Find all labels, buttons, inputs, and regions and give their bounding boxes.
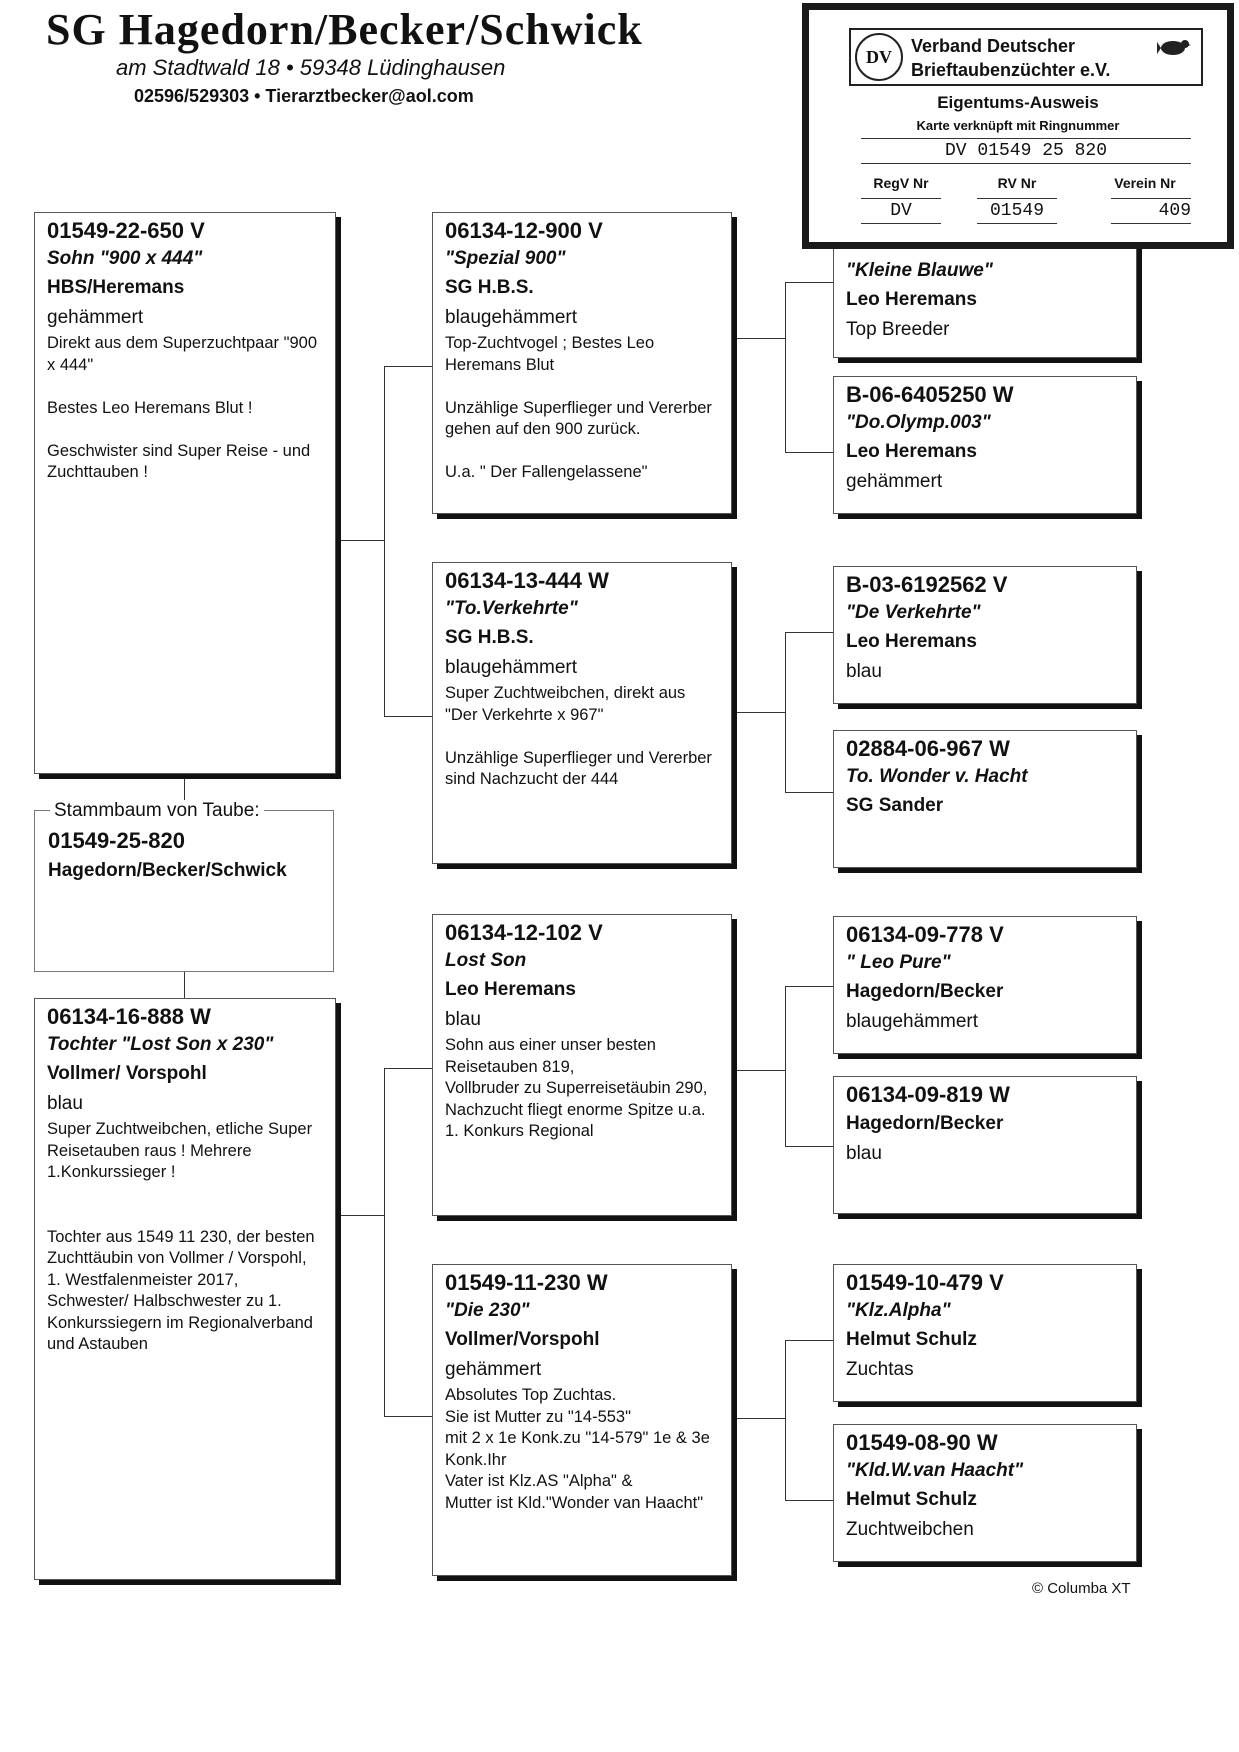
dam-ring: 06134-16-888 W: [47, 1004, 211, 1029]
connector: [785, 986, 833, 987]
great-grandparent-7-box: [833, 1264, 1137, 1402]
association-name-line1: Verband Deutscher: [911, 36, 1076, 56]
regv-label: RegV Nr: [873, 175, 929, 191]
ggp8-color: Zuchtweibchen: [846, 1519, 974, 1540]
connector: [785, 452, 833, 453]
dam-box: [34, 998, 336, 1580]
gp4-note: Absolutes Top Zuchtas. Sie ist Mutter zu "14-553" mit 2 x 1e Konk.zu "14-579" 1e & 3e Konk.Ihr Vater ist Klz.AS "Alpha" & Mutter ist Kld."Wonder van Haacht": [445, 1386, 710, 1512]
gp4-ring: 01549-11-230 W: [445, 1270, 608, 1295]
connector: [785, 986, 786, 1146]
ggp4-name: To. Wonder v. Hacht: [846, 766, 1028, 787]
great-grandparent-8-box: [833, 1424, 1137, 1562]
ggp1-name: "Kleine Blauwe": [846, 260, 993, 281]
grandparent-4-box: [432, 1264, 732, 1576]
connector: [785, 282, 786, 452]
card-title: Eigentums-Ausweis: [937, 93, 1099, 112]
ggp4-breeder: SG Sander: [846, 795, 944, 816]
gp3-breeder: Leo Heremans: [445, 979, 576, 1000]
sire-breeder: HBS/Heremans: [47, 277, 185, 298]
grandparent-2-box: [432, 562, 732, 864]
dam-color: blau: [47, 1093, 83, 1114]
connector: [785, 632, 786, 792]
grandparent-1-box: [432, 212, 732, 514]
ggp1-color: Top Breeder: [846, 319, 950, 340]
subject-ring: 01549-25-820: [48, 828, 186, 853]
ggp3-breeder: Leo Heremans: [846, 631, 977, 652]
grandparent-3-box: [432, 914, 732, 1216]
rv-value: 01549: [977, 198, 1057, 224]
gp2-color: blaugehämmert: [445, 657, 578, 678]
connector: [340, 1215, 384, 1216]
ggp5-name: " Leo Pure": [846, 952, 951, 973]
ggp6-breeder: Hagedorn/Becker: [846, 1113, 1004, 1134]
connector: [785, 1340, 786, 1500]
rv-label: RV Nr: [997, 175, 1037, 191]
ggp6-ring: 06134-09-819 W: [846, 1082, 1010, 1107]
verein-value: 409: [1111, 198, 1191, 224]
pigeon-icon: [1157, 36, 1191, 58]
subject-label: Stammbaum von Taube:: [50, 800, 264, 822]
great-grandparent-4-box: [833, 730, 1137, 868]
connector: [384, 1416, 432, 1417]
ggp2-color: gehämmert: [846, 471, 943, 492]
ggp2-name: "Do.Olymp.003": [846, 412, 991, 433]
connector: [384, 366, 432, 367]
ggp7-ring: 01549-10-479 V: [846, 1270, 1004, 1295]
ggp4-ring: 02884-06-967 W: [846, 736, 1010, 761]
gp4-breeder: Vollmer/Vorspohl: [445, 1329, 600, 1350]
gp1-color: blaugehämmert: [445, 307, 578, 328]
ggp2-breeder: Leo Heremans: [846, 441, 977, 462]
gp2-note: Super Zuchtweibchen, direkt aus "Der Verkehrte x 967" Unzählige Superflieger und Vererber sind Nachzucht der 444: [445, 684, 712, 788]
ggp8-breeder: Helmut Schulz: [846, 1489, 977, 1510]
gp2-name: "To.Verkehrte": [445, 598, 578, 619]
gp4-color: gehämmert: [445, 1359, 542, 1380]
sire-box: [34, 212, 336, 774]
ggp5-color: blaugehämmert: [846, 1011, 979, 1032]
card-subtitle: Karte verknüpft mit Ringnummer: [916, 118, 1120, 133]
great-grandparent-5-box: [833, 916, 1137, 1054]
connector: [785, 632, 833, 633]
card-ring-number: DV 01549 25 820: [861, 138, 1191, 164]
sire-color: gehämmert: [47, 307, 144, 328]
ggp1-breeder: Leo Heremans: [846, 289, 977, 310]
regv-value: DV: [861, 198, 941, 224]
gp1-name: "Spezial 900": [445, 248, 566, 269]
ggp5-ring: 06134-09-778 V: [846, 922, 1004, 947]
gp3-note: Sohn aus einer unser besten Reisetauben 819, Vollbruder zu Superreisetäubin 290, Nachzucht fliegt enorme Spitze u.a. 1. Konkurs Regional: [445, 1036, 708, 1140]
ggp7-breeder: Helmut Schulz: [846, 1329, 977, 1350]
sire-ring: 01549-22-650 V: [47, 218, 205, 243]
ggp7-name: "Klz.Alpha": [846, 1300, 951, 1321]
gp1-note: Top-Zuchtvogel ; Bestes Leo Heremans Blut Unzählige Superflieger und Vererber gehen auf den 900 zurück. U.a. " Der Fallengelassene": [445, 334, 712, 481]
ownership-card: [802, 3, 1234, 249]
association-logo-icon: DV: [855, 33, 903, 81]
great-grandparent-3-box: [833, 566, 1137, 704]
connector: [785, 282, 833, 283]
breeder-title: SG Hagedorn/Becker/Schwick: [46, 5, 643, 54]
sire-name: Sohn "900 x 444": [47, 248, 203, 269]
dam-note: Super Zuchtweibchen, etliche Super Reisetauben raus ! Mehrere 1.Konkurssieger ! Tochter aus 1549 11 230, der besten Zuchttäubin von Vollmer / Vorspohl, 1. Westfalenmeister 2017, Schwester/ Halbschwester zu 1. Konkurssiegern im Regionalverband und Astauben: [47, 1120, 315, 1353]
ggp2-ring: B-06-6405250 W: [846, 382, 1014, 407]
connector: [785, 1146, 833, 1147]
ggp8-name: "Kld.W.van Haacht": [846, 1460, 1024, 1481]
copyright: © Columba XT: [1032, 1580, 1131, 1597]
connector: [735, 1418, 785, 1419]
connector: [384, 366, 385, 716]
connector: [340, 540, 384, 541]
gp3-color: blau: [445, 1009, 481, 1030]
gp1-breeder: SG H.B.S.: [445, 277, 534, 298]
connector: [184, 972, 185, 998]
dam-name: Tochter "Lost Son x 230": [47, 1034, 274, 1055]
breeder-address: am Stadtwald 18 • 59348 Lüdinghausen: [116, 55, 506, 80]
connector: [735, 338, 785, 339]
gp3-name: Lost Son: [445, 950, 527, 971]
gp2-breeder: SG H.B.S.: [445, 627, 534, 648]
ggp5-breeder: Hagedorn/Becker: [846, 981, 1004, 1002]
ggp3-color: blau: [846, 661, 882, 682]
connector: [785, 1500, 833, 1501]
subject-owner: Hagedorn/Becker/Schwick: [48, 860, 287, 881]
ggp6-color: blau: [846, 1143, 882, 1164]
connector: [384, 1068, 432, 1069]
association-name-line2: Brieftaubenzüchter e.V.: [911, 60, 1111, 80]
ggp3-ring: B-03-6192562 V: [846, 572, 1008, 597]
connector: [384, 716, 432, 717]
connector: [735, 712, 785, 713]
gp4-name: "Die 230": [445, 1300, 530, 1321]
great-grandparent-2-box: [833, 376, 1137, 514]
connector: [785, 792, 833, 793]
ggp8-ring: 01549-08-90 W: [846, 1430, 998, 1455]
dam-breeder: Vollmer/ Vorspohl: [47, 1063, 207, 1084]
connector: [785, 1340, 833, 1341]
connector: [184, 776, 185, 802]
card-header: [849, 28, 1203, 86]
gp1-ring: 06134-12-900 V: [445, 218, 603, 243]
gp2-ring: 06134-13-444 W: [445, 568, 609, 593]
breeder-contact: 02596/529303 • Tierarztbecker@aol.com: [134, 86, 474, 106]
gp3-ring: 06134-12-102 V: [445, 920, 603, 945]
verein-label: Verein Nr: [1114, 175, 1176, 191]
connector: [384, 1068, 385, 1416]
great-grandparent-6-box: [833, 1076, 1137, 1214]
connector: [735, 1070, 785, 1071]
ggp7-color: Zuchtas: [846, 1359, 914, 1380]
ggp3-name: "De Verkehrte": [846, 602, 981, 623]
sire-note: Direkt aus dem Superzuchtpaar "900 x 444" Bestes Leo Heremans Blut ! Geschwister sind Super Reise - und Zuchttauben !: [47, 334, 318, 481]
